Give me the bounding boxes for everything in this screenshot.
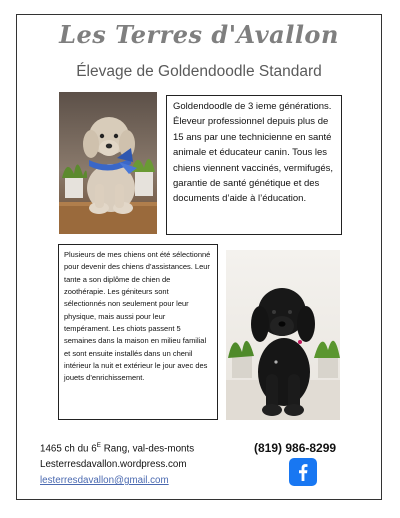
page-title: Les Terres d'Avallon	[59, 20, 339, 49]
intro-text-box: Goldendoodle de 3 ieme générations. Éleveur professionnel depuis plus de 15 ans par une technicienne en santé animale et éducateur canin. Tous les chiens viennent vaccinés, vermifugés, garantie de santé génétique et des documents d’aide à l’éducation.	[166, 95, 342, 235]
facebook-icon[interactable]	[289, 458, 317, 486]
address-line: 1465 ch du $6^E$ Rang, val-des-monts	[40, 442, 195, 455]
phone-number: (819) 986-8299	[254, 441, 337, 455]
puppy-photo-cream	[59, 92, 157, 234]
page-subtitle: Élevage de Goldendoodle Standard	[76, 63, 322, 80]
website-text: Lesterresdavallon.wordpress.com	[40, 459, 187, 470]
puppy-photo-black	[226, 250, 340, 420]
email-link[interactable]: lesterresdavallon@gmail.com	[40, 475, 169, 486]
details-text-box: Plusieurs de mes chiens ont été sélectionné pour devenir des chiens d’assistances. Leur tante a son diplôme de chien de zoothérapie. Les géniteurs sont sélectionnés non seulement pour leur physique, mais aussi pour leur tempérament. Les chiots passent 5 semaines dans la maison en milieu familial et sont ensuite installés dans un chenil intérieur la nuit et extérieur le jour avec des jouets d’enrichissement.	[58, 244, 218, 420]
